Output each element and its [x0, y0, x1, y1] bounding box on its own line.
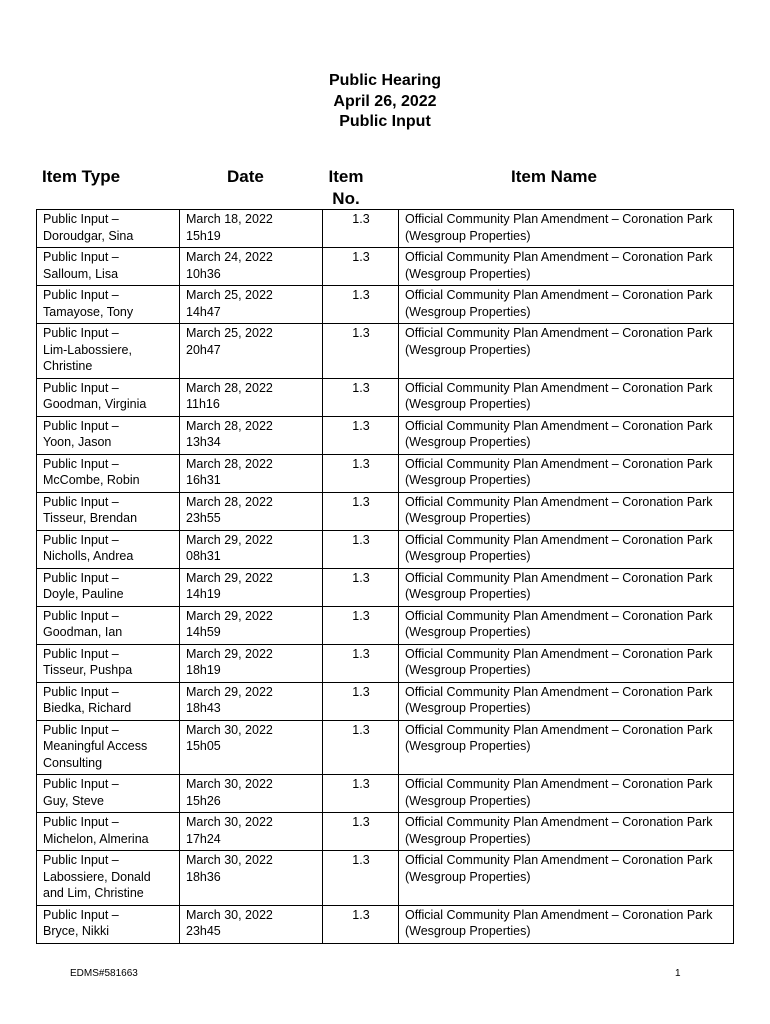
cell-item-name: [399, 248, 734, 286]
table-row: [37, 454, 734, 492]
cell-date-line: March 28, 2022: [186, 380, 273, 395]
cell-item-type-line: Doroudgar, Sina: [43, 228, 134, 243]
cell-item-no: 1.3: [323, 813, 399, 851]
header-date: Date: [227, 167, 264, 186]
cell-item-type-line: Public Input –: [43, 380, 119, 395]
cell-item-type-line: Tisseur, Pushpa: [43, 663, 133, 677]
cell-item-type: [37, 248, 180, 286]
cell-item-name-line: Official Community Plan Amendment – Coronation Park: [405, 288, 713, 302]
cell-date-line: 15h26: [186, 793, 221, 808]
cell-item-no: 1.3: [323, 416, 399, 454]
cell-item-type: [37, 775, 180, 813]
table-row: [37, 606, 734, 644]
cell-date-line: 23h45: [186, 924, 221, 938]
cell-item-name-line: Official Community Plan Amendment – Coronation Park: [405, 646, 713, 661]
cell-item-type: [37, 568, 180, 606]
cell-item-name-line: (Wesgroup Properties): [405, 266, 531, 281]
cell-item-no: 1.3: [323, 568, 399, 606]
cell-item-type-line: Public Input –: [43, 570, 119, 585]
cell-item-name: [399, 851, 734, 906]
title-line-date: April 26, 2022: [333, 92, 437, 110]
cell-item-name-line: (Wesgroup Properties): [405, 924, 531, 938]
table-row: [37, 248, 734, 286]
cell-item-type-line: Goodman, Virginia: [43, 397, 147, 411]
cell-item-no: 1.3: [323, 530, 399, 568]
cell-date-line: 08h31: [186, 549, 221, 563]
cell-item-name-line: Official Community Plan Amendment – Coronation Park: [405, 380, 713, 395]
table-row: [37, 210, 734, 248]
cell-date: [180, 775, 323, 813]
cell-item-name: [399, 416, 734, 454]
cell-item-type-line: Public Input –: [43, 250, 119, 264]
cell-item-type: [37, 606, 180, 644]
cell-item-name-line: (Wesgroup Properties): [405, 228, 531, 243]
cell-date-line: 17h24: [186, 831, 221, 846]
cell-date-line: March 25, 2022: [186, 326, 273, 340]
cell-date: [180, 210, 323, 248]
cell-item-name: [399, 210, 734, 248]
cell-item-type-line: Public Input –: [43, 288, 119, 302]
cell-item-name-line: (Wesgroup Properties): [405, 739, 531, 753]
table-row: [37, 851, 734, 906]
cell-date-line: March 29, 2022: [186, 684, 273, 699]
cell-item-name-line: Official Community Plan Amendment – Coronation Park: [405, 722, 713, 737]
table-row: [37, 644, 734, 682]
table-row: [37, 378, 734, 416]
cell-date: [180, 248, 323, 286]
cell-item-name-line: Official Community Plan Amendment – Coronation Park: [405, 418, 713, 433]
cell-item-type: [37, 286, 180, 324]
table-row: [37, 905, 734, 943]
cell-item-type-line: Tamayose, Tony: [43, 304, 134, 319]
cell-date-line: 18h43: [186, 701, 221, 715]
cell-item-name-line: (Wesgroup Properties): [405, 587, 531, 601]
cell-item-type-line: Public Input –: [43, 684, 119, 699]
cell-item-name-line: Official Community Plan Amendment – Coronation Park: [405, 494, 713, 509]
cell-date: [180, 905, 323, 943]
table-row: [37, 775, 734, 813]
cell-date-line: 16h31: [186, 473, 221, 487]
cell-date: [180, 682, 323, 720]
cell-item-no: 1.3: [323, 492, 399, 530]
cell-item-name-line: Official Community Plan Amendment – Coronation Park: [405, 853, 713, 867]
cell-date-line: March 29, 2022: [186, 646, 273, 661]
cell-item-type-line: Labossiere, Donald: [43, 869, 151, 884]
cell-date: [180, 416, 323, 454]
cell-item-no: 1.3: [323, 606, 399, 644]
cell-date: [180, 324, 323, 379]
cell-item-type-line: Public Input –: [43, 456, 119, 471]
cell-item-type-line: Nicholls, Andrea: [43, 549, 134, 563]
cell-item-type-line: Public Input –: [43, 608, 119, 623]
cell-item-no: 1.3: [323, 286, 399, 324]
cell-date-line: 15h05: [186, 739, 221, 753]
cell-item-type-line: Doyle, Pauline: [43, 587, 124, 601]
table-row: [37, 416, 734, 454]
cell-date-line: 14h19: [186, 587, 221, 601]
cell-item-type: [37, 210, 180, 248]
cell-date: [180, 813, 323, 851]
cell-date: [180, 454, 323, 492]
cell-item-type-line: Tisseur, Brendan: [43, 511, 138, 525]
cell-item-name: [399, 568, 734, 606]
cell-date-line: March 28, 2022: [186, 456, 273, 471]
cell-date: [180, 286, 323, 324]
cell-item-no: 1.3: [323, 248, 399, 286]
cell-item-type-line: Public Input –: [43, 646, 119, 661]
cell-item-type-line: Bryce, Nikki: [43, 924, 109, 938]
cell-date-line: March 28, 2022: [186, 418, 273, 433]
cell-item-name-line: (Wesgroup Properties): [405, 473, 531, 487]
header-item-no-line2: No.: [332, 189, 360, 208]
cell-item-name-line: (Wesgroup Properties): [405, 701, 531, 715]
table-row: [37, 492, 734, 530]
cell-item-type-line: Guy, Steve: [43, 793, 104, 808]
cell-item-type-line: and Lim, Christine: [43, 886, 144, 900]
cell-item-type-line: Public Input –: [43, 853, 119, 867]
cell-item-type: [37, 720, 180, 775]
cell-item-type-line: Michelon, Almerina: [43, 831, 149, 846]
cell-date-line: March 18, 2022: [186, 212, 273, 226]
cell-item-name: [399, 378, 734, 416]
cell-item-type: [37, 905, 180, 943]
cell-item-type-line: Goodman, Ian: [43, 625, 123, 639]
cell-date-line: March 29, 2022: [186, 608, 273, 623]
cell-item-name-line: Official Community Plan Amendment – Coronation Park: [405, 684, 713, 699]
cell-item-name-line: Official Community Plan Amendment – Coronation Park: [405, 212, 713, 226]
table-row: [37, 286, 734, 324]
cell-date: [180, 568, 323, 606]
cell-item-name-line: Official Community Plan Amendment – Coronation Park: [405, 250, 713, 264]
cell-date: [180, 606, 323, 644]
cell-date: [180, 378, 323, 416]
cell-date-line: March 30, 2022: [186, 853, 273, 867]
table-row: [37, 324, 734, 379]
footer-page-number: 1: [675, 968, 681, 979]
cell-date-line: March 29, 2022: [186, 532, 273, 547]
cell-item-type-line: Public Input –: [43, 907, 119, 922]
cell-item-type-line: Public Input –: [43, 494, 119, 509]
cell-item-type: [37, 492, 180, 530]
cell-item-type-line: Public Input –: [43, 326, 119, 340]
cell-date: [180, 644, 323, 682]
header-item-type: Item Type: [42, 167, 121, 186]
cell-date: [180, 720, 323, 775]
cell-item-type-line: Public Input –: [43, 532, 119, 547]
cell-item-type: [37, 416, 180, 454]
cell-item-no: 1.3: [323, 454, 399, 492]
cell-item-name-line: (Wesgroup Properties): [405, 549, 531, 563]
cell-date-line: 11h16: [186, 397, 220, 411]
cell-item-name: [399, 286, 734, 324]
cell-item-no: 1.3: [323, 905, 399, 943]
cell-item-name-line: (Wesgroup Properties): [405, 435, 531, 449]
cell-item-type: [37, 454, 180, 492]
cell-item-name: [399, 682, 734, 720]
cell-item-name: [399, 813, 734, 851]
cell-date-line: 18h19: [186, 663, 221, 677]
cell-item-type: [37, 813, 180, 851]
cell-item-name-line: (Wesgroup Properties): [405, 397, 531, 411]
cell-date-line: March 30, 2022: [186, 777, 273, 791]
cell-item-no: 1.3: [323, 210, 399, 248]
cell-item-name-line: Official Community Plan Amendment – Coronation Park: [405, 532, 713, 547]
title-line-hearing: Public Hearing: [328, 72, 442, 89]
cell-date: [180, 492, 323, 530]
cell-item-name: [399, 720, 734, 775]
cell-date: [180, 851, 323, 906]
cell-item-name-line: Official Community Plan Amendment – Coronation Park: [405, 326, 713, 340]
cell-item-no: 1.3: [323, 682, 399, 720]
table-row: [37, 568, 734, 606]
cell-item-type-line: Consulting: [43, 755, 103, 770]
cell-item-name-line: (Wesgroup Properties): [405, 869, 531, 884]
table-row: [37, 813, 734, 851]
cell-date-line: March 24, 2022: [186, 250, 273, 264]
cell-item-type-line: Public Input –: [43, 722, 119, 737]
cell-date-line: March 30, 2022: [186, 907, 273, 922]
public-input-table: [36, 209, 734, 944]
table-row: [37, 530, 734, 568]
cell-item-type-line: Public Input –: [43, 777, 119, 791]
cell-item-name-line: Official Community Plan Amendment – Coronation Park: [405, 777, 713, 791]
footer-doc-id: EDMS#581663: [70, 968, 138, 979]
cell-date-line: 13h34: [186, 435, 221, 449]
cell-date-line: March 29, 2022: [186, 570, 273, 585]
cell-item-type: [37, 530, 180, 568]
cell-item-name-line: (Wesgroup Properties): [405, 793, 531, 808]
cell-item-type-line: Public Input –: [43, 418, 119, 433]
header-item-name: Item Name: [511, 167, 597, 186]
cell-date-line: 18h36: [186, 869, 221, 884]
cell-item-type-line: Meaningful Access: [43, 739, 148, 753]
table-row: [37, 682, 734, 720]
cell-item-type: [37, 378, 180, 416]
cell-item-name-line: Official Community Plan Amendment – Coronation Park: [405, 608, 713, 623]
cell-item-name-line: (Wesgroup Properties): [405, 625, 531, 639]
cell-item-name-line: Official Community Plan Amendment – Coronation Park: [405, 456, 713, 471]
cell-date-line: 23h55: [186, 511, 221, 525]
cell-item-name-line: Official Community Plan Amendment – Coronation Park: [405, 815, 713, 829]
cell-item-name-line: (Wesgroup Properties): [405, 304, 531, 319]
cell-item-type-line: Biedka, Richard: [43, 701, 132, 715]
cell-date-line: 14h59: [186, 625, 221, 639]
header-item-no: [327, 166, 365, 210]
cell-item-name: [399, 530, 734, 568]
document-title: [0, 71, 770, 133]
cell-item-name-line: Official Community Plan Amendment – Coronation Park: [405, 907, 713, 922]
cell-item-no: 1.3: [323, 378, 399, 416]
cell-item-type-line: Lim-Labossiere,: [43, 342, 132, 357]
cell-date-line: March 30, 2022: [186, 815, 273, 829]
cell-item-name: [399, 324, 734, 379]
cell-item-type-line: Christine: [43, 359, 93, 373]
cell-item-name-line: (Wesgroup Properties): [405, 831, 531, 846]
cell-item-no: 1.3: [323, 720, 399, 775]
cell-item-name: [399, 454, 734, 492]
cell-item-type-line: Public Input –: [43, 815, 119, 829]
cell-item-name-line: Official Community Plan Amendment – Coronation Park: [405, 570, 713, 585]
cell-item-name-line: (Wesgroup Properties): [405, 511, 531, 525]
cell-item-no: 1.3: [323, 775, 399, 813]
cell-date-line: March 30, 2022: [186, 722, 273, 737]
table-row: [37, 720, 734, 775]
cell-date-line: March 25, 2022: [186, 288, 273, 302]
cell-item-no: 1.3: [323, 324, 399, 379]
cell-item-name: [399, 492, 734, 530]
cell-item-name-line: (Wesgroup Properties): [405, 342, 531, 357]
cell-date-line: 20h47: [186, 342, 221, 357]
header-item-no-line1: Item: [328, 167, 364, 186]
cell-date-line: March 28, 2022: [186, 494, 273, 509]
title-line-public-input: Public Input: [339, 113, 431, 130]
cell-item-name: [399, 775, 734, 813]
cell-item-type: [37, 851, 180, 906]
cell-item-name: [399, 606, 734, 644]
cell-item-name: [399, 905, 734, 943]
cell-date-line: 14h47: [186, 304, 221, 319]
cell-item-type: [37, 644, 180, 682]
cell-date: [180, 530, 323, 568]
cell-item-type-line: Public Input –: [43, 212, 119, 226]
cell-date-line: 10h36: [186, 266, 221, 281]
cell-item-name: [399, 644, 734, 682]
cell-item-no: 1.3: [323, 644, 399, 682]
cell-item-no: 1.3: [323, 851, 399, 906]
cell-item-type: [37, 324, 180, 379]
cell-date-line: 15h19: [186, 228, 221, 243]
cell-item-type-line: Salloum, Lisa: [43, 266, 119, 281]
cell-item-type: [37, 682, 180, 720]
cell-item-type-line: McCombe, Robin: [43, 473, 140, 487]
cell-item-name-line: (Wesgroup Properties): [405, 663, 531, 677]
cell-item-type-line: Yoon, Jason: [43, 435, 112, 449]
